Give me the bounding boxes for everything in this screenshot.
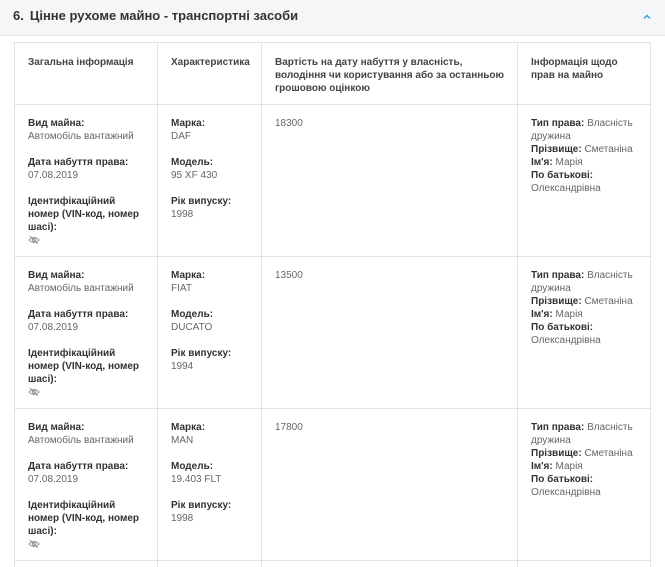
right-type-value: Власність дружина	[531, 118, 633, 142]
right-type-line	[531, 421, 640, 447]
patronymic-line	[531, 321, 640, 334]
table-row	[15, 257, 650, 409]
model-label: Модель:	[171, 157, 214, 168]
surname-line	[531, 143, 640, 156]
section-header[interactable]	[0, 0, 665, 36]
model-value: DUCATO	[171, 322, 213, 333]
name-value: Марія	[555, 461, 583, 472]
eye-slash-icon[interactable]	[28, 387, 40, 397]
chevron-up-icon[interactable]	[643, 13, 651, 21]
right-type-line	[531, 269, 640, 295]
year-value: 1998	[171, 513, 194, 524]
general-info-cell	[15, 409, 157, 560]
surname-label: Прізвище:	[531, 296, 582, 307]
section-title-text: Цінне рухоме майно - транспортні засоби	[29, 8, 299, 23]
patronymic-label: По батькові:	[531, 170, 594, 181]
patronymic-label: По батькові:	[531, 322, 594, 333]
table-row	[15, 409, 650, 561]
property-type-label: Вид майна:	[28, 422, 85, 433]
year-value: 1994	[171, 361, 194, 372]
header-characteristics: Характеристика	[171, 57, 250, 68]
general-info-cell	[15, 105, 157, 256]
name-line	[531, 156, 640, 169]
year-label: Рік випуску:	[171, 348, 232, 359]
vin-label: Ідентифікаційний номер (VIN-код, номер шасі):	[28, 348, 140, 385]
header-general-info: Загальна інформація	[28, 57, 134, 68]
characteristics-cell	[158, 409, 261, 560]
name-label: Ім'я:	[531, 157, 553, 168]
patronymic-value: Олександрівна	[531, 487, 601, 498]
right-type-line	[531, 117, 640, 143]
surname-value: Сметаніна	[584, 448, 633, 459]
surname-label: Прізвище:	[531, 144, 582, 155]
brand-label: Марка:	[171, 422, 206, 433]
name-label: Ім'я:	[531, 461, 553, 472]
year-value: 1998	[171, 209, 194, 220]
patronymic-value-line	[531, 334, 640, 347]
rights-cell	[518, 257, 651, 408]
right-type-value: Власність дружина	[531, 270, 633, 294]
general-info-cell	[15, 257, 157, 408]
acquisition-date-value: 07.08.2019	[28, 170, 79, 181]
name-line	[531, 308, 640, 321]
name-value: Марія	[555, 309, 583, 320]
vehicles-table	[14, 42, 651, 567]
acquisition-date-label: Дата набуття права:	[28, 461, 129, 472]
characteristics-cell	[158, 105, 261, 256]
property-type-value: Автомобіль вантажний	[28, 435, 134, 446]
section-title	[13, 8, 298, 23]
brand-label: Марка:	[171, 118, 206, 129]
surname-line	[531, 295, 640, 308]
property-type-value: Автомобіль вантажний	[28, 131, 134, 142]
surname-line	[531, 447, 640, 460]
vin-label: Ідентифікаційний номер (VIN-код, номер шасі):	[28, 500, 140, 537]
patronymic-value: Олександрівна	[531, 183, 601, 194]
model-value: 19.403 FLT	[171, 474, 222, 485]
acquisition-date-label: Дата набуття права:	[28, 157, 129, 168]
model-value: 95 XF 430	[171, 170, 218, 181]
cost-value: 18300	[275, 118, 303, 129]
property-type-value: Автомобіль вантажний	[28, 283, 134, 294]
patronymic-value-line	[531, 486, 640, 499]
cost-cell	[262, 409, 517, 560]
section-number: 6.	[13, 8, 24, 23]
name-label: Ім'я:	[531, 309, 553, 320]
brand-value: FIAT	[171, 283, 192, 294]
property-type-label: Вид майна:	[28, 270, 85, 281]
brand-value: DAF	[171, 131, 191, 142]
acquisition-date-value: 07.08.2019	[28, 322, 79, 333]
rights-cell	[518, 105, 651, 256]
surname-value: Сметаніна	[584, 144, 633, 155]
header-rights-info: Інформація щодо прав на майно	[531, 57, 618, 81]
table-header	[15, 43, 650, 105]
model-label: Модель:	[171, 309, 214, 320]
model-label: Модель:	[171, 461, 214, 472]
name-line	[531, 460, 640, 473]
right-type-label: Тип права:	[531, 270, 585, 281]
cost-value: 17800	[275, 422, 303, 433]
acquisition-date-value: 07.08.2019	[28, 474, 79, 485]
header-cost: Вартість на дату набуття у власність, володіння чи користування або за останньою грошовою оцінкою	[275, 57, 505, 94]
vin-label: Ідентифікаційний номер (VIN-код, номер шасі):	[28, 196, 140, 233]
cost-cell	[262, 105, 517, 256]
patronymic-label: По батькові:	[531, 474, 594, 485]
cost-value: 13500	[275, 270, 303, 281]
patronymic-value: Олександрівна	[531, 335, 601, 346]
rights-cell	[518, 409, 651, 560]
right-type-label: Тип права:	[531, 422, 585, 433]
eye-slash-icon[interactable]	[28, 235, 40, 245]
brand-label: Марка:	[171, 270, 206, 281]
patronymic-line	[531, 169, 640, 182]
acquisition-date-label: Дата набуття права:	[28, 309, 129, 320]
right-type-label: Тип права:	[531, 118, 585, 129]
eye-slash-icon[interactable]	[28, 539, 40, 549]
year-label: Рік випуску:	[171, 196, 232, 207]
patronymic-value-line	[531, 182, 640, 195]
surname-label: Прізвище:	[531, 448, 582, 459]
property-type-label: Вид майна:	[28, 118, 85, 129]
characteristics-cell	[158, 257, 261, 408]
cost-cell	[262, 257, 517, 408]
right-type-value: Власність дружина	[531, 422, 633, 446]
brand-value: MAN	[171, 435, 194, 446]
surname-value: Сметаніна	[584, 296, 633, 307]
table-row	[15, 105, 650, 257]
year-label: Рік випуску:	[171, 500, 232, 511]
name-value: Марія	[555, 157, 583, 168]
patronymic-line	[531, 473, 640, 486]
